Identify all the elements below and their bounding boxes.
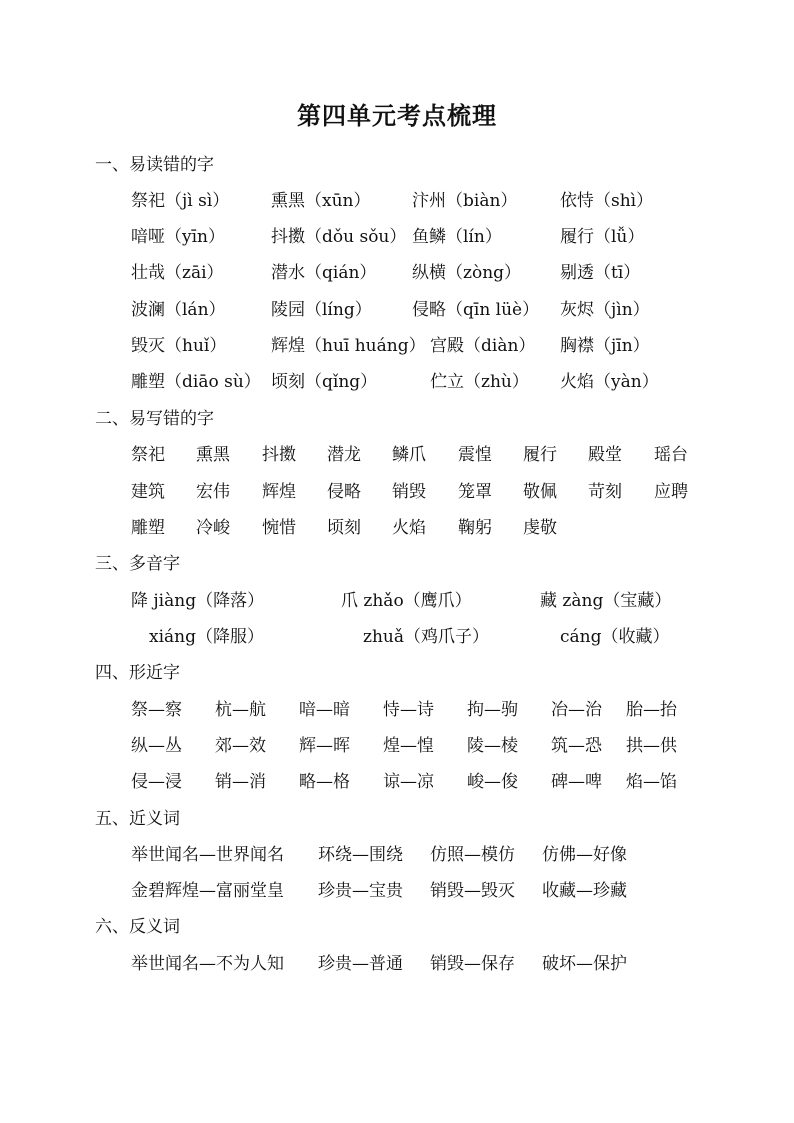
vocab-item: 藏 zàng（宝藏） xyxy=(540,591,672,611)
vocab-item: 履行 xyxy=(523,445,557,465)
similar-chars-row xyxy=(0,695,794,719)
vocab-item: 壮哉（zāi） xyxy=(131,263,224,283)
vocab-item: 杭—航 xyxy=(215,700,266,720)
vocab-item: 销毁—保存 xyxy=(430,954,515,974)
section-heading-polyphones: 三、多音字 xyxy=(95,554,180,574)
misread-row xyxy=(0,186,794,210)
vocab-item: 应聘 xyxy=(654,482,688,502)
vocab-item: 胸襟（jīn） xyxy=(560,336,650,356)
section-heading-similar-chars: 四、形近字 xyxy=(95,663,180,683)
vocab-item: 祭—察 xyxy=(131,700,182,720)
vocab-item: 纵横（zòng） xyxy=(412,263,522,283)
vocab-item: 珍贵—普通 xyxy=(318,954,403,974)
vocab-item: 笼罩 xyxy=(458,482,492,502)
vocab-item: 侵略 xyxy=(327,482,361,502)
vocab-item: 熏黑 xyxy=(196,445,230,465)
vocab-item: zhuǎ（鸡爪子） xyxy=(363,627,489,647)
vocab-item: 辉煌 xyxy=(262,482,296,502)
vocab-item: xiáng（降服） xyxy=(149,627,264,647)
misread-row xyxy=(0,331,794,355)
antonym-row xyxy=(0,949,794,973)
miswritten-row xyxy=(0,440,794,464)
vocab-item: 震惶 xyxy=(458,445,492,465)
vocab-item: 陵园（líng） xyxy=(271,300,372,320)
vocab-item: 依恃（shì） xyxy=(560,191,654,211)
vocab-item: 潜龙 xyxy=(327,445,361,465)
vocab-item: 鱼鳞（lín） xyxy=(412,227,502,247)
vocab-item: 略—格 xyxy=(299,772,350,792)
vocab-item: 珍贵—宝贵 xyxy=(318,881,403,901)
vocab-item: 熏黑（xūn） xyxy=(271,191,371,211)
similar-chars-row xyxy=(0,767,794,791)
miswritten-row xyxy=(0,477,794,501)
synonym-row xyxy=(0,876,794,900)
vocab-item: 胎—抬 xyxy=(626,700,677,720)
vocab-item: 雕塑 xyxy=(131,518,165,538)
vocab-item: 侵略（qīn lüè） xyxy=(412,300,540,320)
section-heading-synonyms: 五、近义词 xyxy=(95,809,180,829)
vocab-item: 冷峻 xyxy=(196,518,230,538)
vocab-item: 虔敬 xyxy=(523,518,557,538)
vocab-item: 峻—俊 xyxy=(467,772,518,792)
vocab-item: 毁灭（huǐ） xyxy=(131,336,227,356)
misread-row xyxy=(0,222,794,246)
vocab-item: 伫立（zhù） xyxy=(430,372,529,392)
vocab-item: 剔透（tī） xyxy=(560,263,641,283)
vocab-item: 殿堂 xyxy=(588,445,622,465)
vocab-item: 爪 zhǎo（鹰爪） xyxy=(341,591,472,611)
vocab-item: 销—消 xyxy=(215,772,266,792)
vocab-item: 履行（lǚ） xyxy=(560,227,645,247)
vocab-item: 破坏—保护 xyxy=(542,954,627,974)
vocab-item: 纵—丛 xyxy=(131,736,182,756)
polyphone-row xyxy=(0,622,794,646)
vocab-item: 抖擞 xyxy=(262,445,296,465)
vocab-item: 瑶台 xyxy=(654,445,688,465)
vocab-item: 谅—凉 xyxy=(383,772,434,792)
vocab-item: 收藏—珍藏 xyxy=(542,881,627,901)
vocab-item: 拱—供 xyxy=(626,736,677,756)
misread-row xyxy=(0,258,794,282)
vocab-item: 建筑 xyxy=(131,482,165,502)
vocab-item: 宏伟 xyxy=(196,482,230,502)
vocab-item: 仿佛—好像 xyxy=(542,845,627,865)
misread-row xyxy=(0,295,794,319)
vocab-item: 煌—惶 xyxy=(383,736,434,756)
vocab-item: 冶—治 xyxy=(551,700,602,720)
page-title: 第四单元考点梳理 xyxy=(297,101,497,130)
misread-row xyxy=(0,367,794,391)
vocab-item: cáng（收藏） xyxy=(560,627,670,647)
vocab-item: 波澜（lán） xyxy=(131,300,226,320)
vocab-item: 宫殿（diàn） xyxy=(430,336,536,356)
vocab-item: 灰烬（jìn） xyxy=(560,300,650,320)
vocab-item: 侵—浸 xyxy=(131,772,182,792)
synonym-row xyxy=(0,840,794,864)
vocab-item: 金碧辉煌—富丽堂皇 xyxy=(131,881,284,901)
vocab-item: 举世闻名—世界闻名 xyxy=(131,845,284,865)
vocab-item: 敬佩 xyxy=(523,482,557,502)
similar-chars-row xyxy=(0,731,794,755)
vocab-item: 喑—暗 xyxy=(299,700,350,720)
vocab-item: 降 jiàng（降落） xyxy=(131,591,265,611)
vocab-item: 祭祀 xyxy=(131,445,165,465)
vocab-item: 仿照—模仿 xyxy=(430,845,515,865)
vocab-item: 恃—诗 xyxy=(383,700,434,720)
vocab-item: 惋惜 xyxy=(262,518,296,538)
vocab-item: 鳞爪 xyxy=(392,445,426,465)
vocab-item: 雕塑（diāo sù） xyxy=(131,372,261,392)
section-heading-antonyms: 六、反义词 xyxy=(95,917,180,937)
vocab-item: 潜水（qián） xyxy=(271,263,377,283)
vocab-item: 祭祀（jì sì） xyxy=(131,191,230,211)
vocab-item: 焰—馅 xyxy=(626,772,677,792)
miswritten-row xyxy=(0,513,794,537)
polyphone-row xyxy=(0,586,794,610)
vocab-item: 碑—啤 xyxy=(551,772,602,792)
vocab-item: 顷刻 xyxy=(327,518,361,538)
vocab-item: 鞠躬 xyxy=(458,518,492,538)
vocab-item: 抖擞（dǒu sǒu） xyxy=(271,227,407,247)
vocab-item: 苛刻 xyxy=(588,482,622,502)
section-heading-misread: 一、易读错的字 xyxy=(95,155,214,175)
vocab-item: 顷刻（qǐng） xyxy=(271,372,378,392)
vocab-item: 陵—棱 xyxy=(467,736,518,756)
vocab-item: 举世闻名—不为人知 xyxy=(131,954,284,974)
section-heading-miswritten: 二、易写错的字 xyxy=(95,409,214,429)
vocab-item: 销毁—毁灭 xyxy=(430,881,515,901)
vocab-item: 喑哑（yīn） xyxy=(131,227,225,247)
vocab-item: 汴州（biàn） xyxy=(412,191,518,211)
vocab-item: 销毁 xyxy=(392,482,426,502)
vocab-item: 火焰 xyxy=(392,518,426,538)
vocab-item: 郊—效 xyxy=(215,736,266,756)
vocab-item: 辉—晖 xyxy=(299,736,350,756)
vocab-item: 筑—恐 xyxy=(551,736,602,756)
vocab-item: 辉煌（huī huáng） xyxy=(271,336,426,356)
vocab-item: 火焰（yàn） xyxy=(560,372,659,392)
vocab-item: 拘—驹 xyxy=(467,700,518,720)
vocab-item: 环绕—围绕 xyxy=(318,845,403,865)
